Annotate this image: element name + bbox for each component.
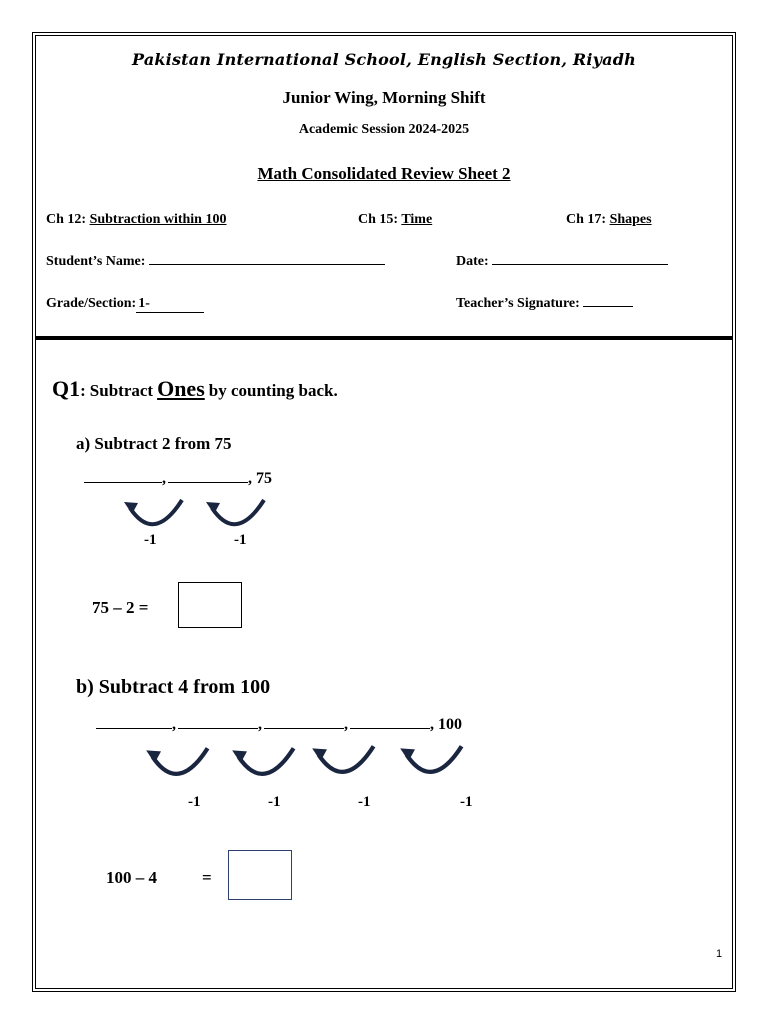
ch17-name: Shapes [609,212,652,227]
q1-colon: : [80,381,86,400]
part-a-answer-box[interactable] [178,582,242,628]
part-b-equals: = [202,868,212,887]
q1-text-before: Subtract [89,381,154,400]
ch15-name: Time [401,212,433,227]
session-title: Academic Session 2024-2025 [298,122,470,137]
jump-arrow-icon [146,744,212,780]
student-name-label: Student’s Name: [46,254,146,269]
ch12-label: Ch 12: [46,212,87,227]
part-b-jump-label-4: -1 [460,794,473,810]
jump-arrow-icon [206,496,268,530]
student-name-row [46,254,385,270]
part-a-title: a) Subtract 2 from 75 [76,434,232,453]
header-divider [36,336,732,340]
jump-arrow-icon [124,496,186,530]
part-b-comma-2: , [258,716,262,733]
jump-arrow-icon [232,744,298,780]
sheet-title: Math Consolidated Review Sheet 2 [257,164,511,183]
date-row [456,254,668,270]
part-b-comma-1: , [172,716,176,733]
page-border [32,32,736,992]
part-b-title: b) Subtract 4 from 100 [76,676,271,698]
wing-title: Junior Wing, Morning Shift [282,88,486,107]
q1-text-after: by counting back. [208,381,338,400]
q1-emphasis: Ones [157,376,205,401]
student-name-field[interactable] [149,264,385,265]
part-b-comma-3: , [344,716,348,733]
part-a-comma-1: , [162,470,166,487]
jump-arrow-icon [312,742,378,778]
part-b-end-value: , 100 [430,716,462,733]
part-b-sequence [96,716,462,734]
date-field[interactable] [492,264,668,265]
grade-label: Grade/Section: [46,296,137,311]
date-label: Date: [456,254,489,269]
part-b-answer-box[interactable] [228,850,292,900]
chapter-15 [358,212,432,228]
part-a-sequence [84,470,272,488]
part-b-blank-1[interactable] [96,728,172,729]
ch12-name: Subtraction within 100 [89,212,227,227]
part-b-jump-label-3: -1 [358,794,371,810]
part-b-jump-label-1: -1 [188,794,201,810]
q1-heading [52,376,338,402]
part-a-blank-1[interactable] [84,482,162,483]
teacher-signature-row [456,296,633,312]
part-b-blank-3[interactable] [264,728,344,729]
part-a-jump-label-2: -1 [234,532,247,548]
part-b-blank-2[interactable] [178,728,258,729]
part-a-end-value: , 75 [248,470,272,487]
grade-row [46,296,204,313]
school-name: Pakistan International School, English Section, Riyadh [132,50,636,69]
ch17-label: Ch 17: [566,212,607,227]
teacher-signature-label: Teacher’s Signature: [456,296,580,311]
chapter-17 [566,212,652,228]
part-b-equation-left: 100 – 4 [106,868,157,887]
part-b-jump-label-2: -1 [268,794,281,810]
jump-arrow-icon [400,742,466,778]
chapter-12 [46,212,226,228]
part-a-jump-label-1: -1 [144,532,157,548]
q1-number: Q1 [52,376,81,401]
page-number: 1 [716,948,723,960]
part-b-blank-4[interactable] [350,728,430,729]
grade-field[interactable] [136,296,204,313]
part-a-blank-2[interactable] [168,482,248,483]
part-a-equation: 75 – 2 = [92,598,149,617]
ch15-label: Ch 15: [358,212,399,227]
grade-value: 1- [138,296,150,311]
teacher-signature-field[interactable] [583,306,633,307]
